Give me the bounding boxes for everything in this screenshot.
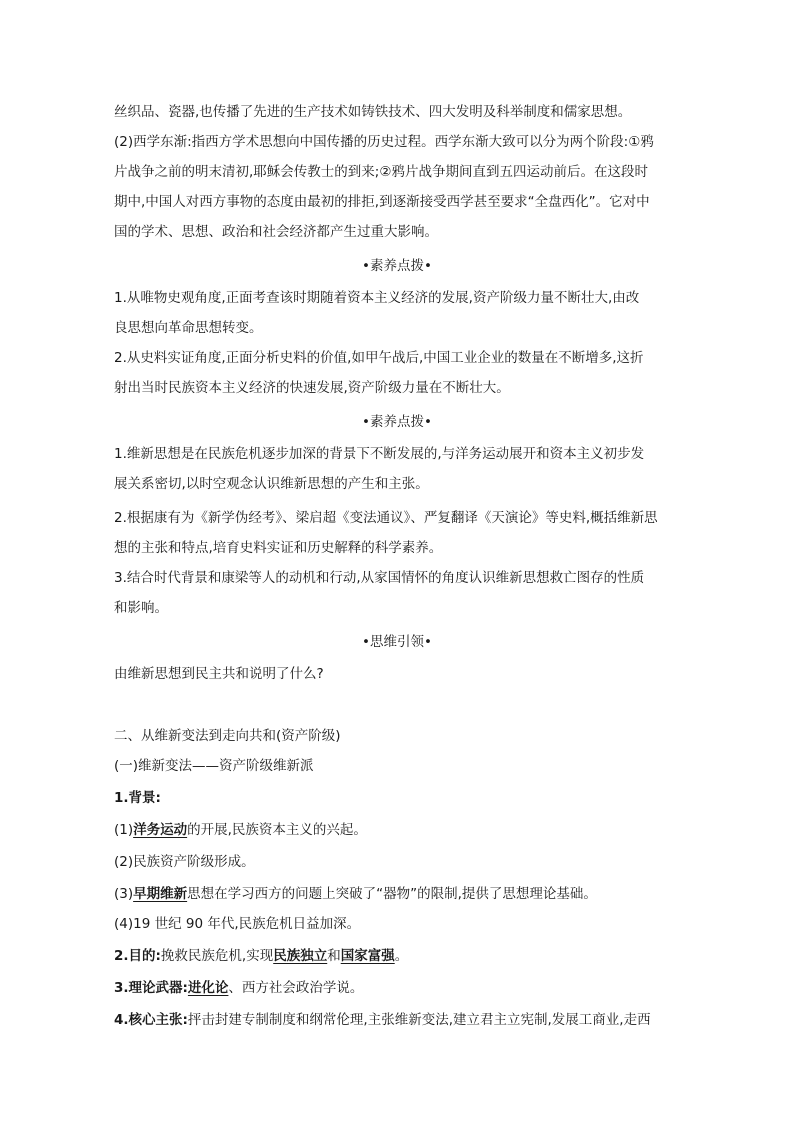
paragraph-line: 1.维新思想是在民族危机逐步加深的背景下不断发展的,与洋务运动展开和资本主义初步发 xyxy=(114,446,645,462)
item-label: 4.核心主张: xyxy=(114,1012,188,1028)
item-text: 挽救民族危机,实现 xyxy=(160,948,274,964)
item-text: 抨击封建专制制度和纲常伦理,主张维新变法,建立君主立宪制,发展工商业,走西 xyxy=(187,1012,651,1028)
paragraph-line: 国的学术、思想、政治和社会经济都产生过重大影响。 xyxy=(114,224,438,240)
item-label: 3.理论武器: xyxy=(114,980,188,996)
item-text: 思想在学习西方的问题上突破了“器物”的限制,提供了思想理论基础。 xyxy=(187,886,597,902)
item-heading-background: 1.背景: xyxy=(114,790,161,806)
paragraph-line: 1.从唯物史观角度,正面考查该时期随着资本主义经济的发展,资产阶级力量不断壮大,由改 xyxy=(114,290,640,306)
paragraph-line: 2.根据康有为《新学伪经考》、梁启超《变法通议》、严复翻译《天演论》等史料,概括维新思 xyxy=(114,510,658,526)
item-purpose xyxy=(114,946,686,966)
paragraph-line: 3.结合时代背景和康梁等人的动机和行动,从家国情怀的角度认识维新思想救亡图存的性质 xyxy=(114,570,645,586)
item-text: 和 xyxy=(327,948,341,964)
underlined-term: 早期维新 xyxy=(133,886,188,902)
paragraph-line: 和影响。 xyxy=(114,600,168,616)
paragraph-line: 期中,中国人对西方事物的态度由最初的排拒,到逐渐接受西学甚至要求“全盘西化”。它对中 xyxy=(114,194,650,210)
paragraph-line: 射出当时民族资本主义经济的快速发展,资产阶级力量在不断壮大。 xyxy=(114,380,510,396)
paragraph-line: 展关系密切,以时空观念认识维新思想的产生和主张。 xyxy=(114,476,429,492)
section-heading: •素养点拨• xyxy=(362,258,432,274)
subsection-heading: (一)维新变法——资产阶级维新派 xyxy=(114,758,314,774)
paragraph-line: 2.从史料实证角度,正面分析史料的价值,如甲午战后,中国工业企业的数量在不断增多,这折 xyxy=(114,350,644,366)
underlined-term: 进化论 xyxy=(187,980,229,996)
underlined-term: 民族独立 xyxy=(273,948,328,964)
item-text: 的开展,民族资本主义的兴起。 xyxy=(187,822,367,838)
item-core-claims xyxy=(114,1010,686,1030)
paragraph-line: 丝织品、瓷器,也传播了先进的生产技术如铸铁技术、四大发明及科举制度和儒家思想。 xyxy=(114,104,632,120)
paragraph-line: 片战争之前的明末清初,耶稣会传教士的到来;②鸦片战争期间直到五四运动前后。在这段时 xyxy=(114,164,648,180)
section-heading: •素养点拨• xyxy=(362,414,432,430)
list-item: (2)民族资产阶级形成。 xyxy=(114,854,255,870)
item-theory xyxy=(114,978,686,998)
underlined-term: 国家富强 xyxy=(340,948,395,964)
item-number: (3) xyxy=(114,886,134,902)
list-item xyxy=(114,820,686,840)
item-text: 、西方社会政治学说。 xyxy=(228,980,364,996)
paragraph-line: 想的主张和特点,培育史料实证和历史解释的科学素养。 xyxy=(114,540,443,556)
underlined-term: 洋务运动 xyxy=(133,822,188,838)
paragraph-line: 良思想向革命思想转变。 xyxy=(114,320,263,336)
paragraph-line: (2)西学东渐:指西方学术思想向中国传播的历史过程。西学东渐大致可以分为两个阶段:①鸦 xyxy=(114,134,654,150)
item-number: (1) xyxy=(114,822,134,838)
list-item: (4)19 世纪 90 年代,民族危机日益加深。 xyxy=(114,916,361,932)
chapter-heading: 二、从维新变法到走向共和(资产阶级) xyxy=(114,728,341,744)
item-label: 2.目的: xyxy=(114,948,161,964)
question-line: 由维新思想到民主共和说明了什么? xyxy=(114,666,324,682)
section-heading: •思维引领• xyxy=(362,634,432,650)
list-item xyxy=(114,884,686,904)
item-text: 。 xyxy=(394,948,409,964)
